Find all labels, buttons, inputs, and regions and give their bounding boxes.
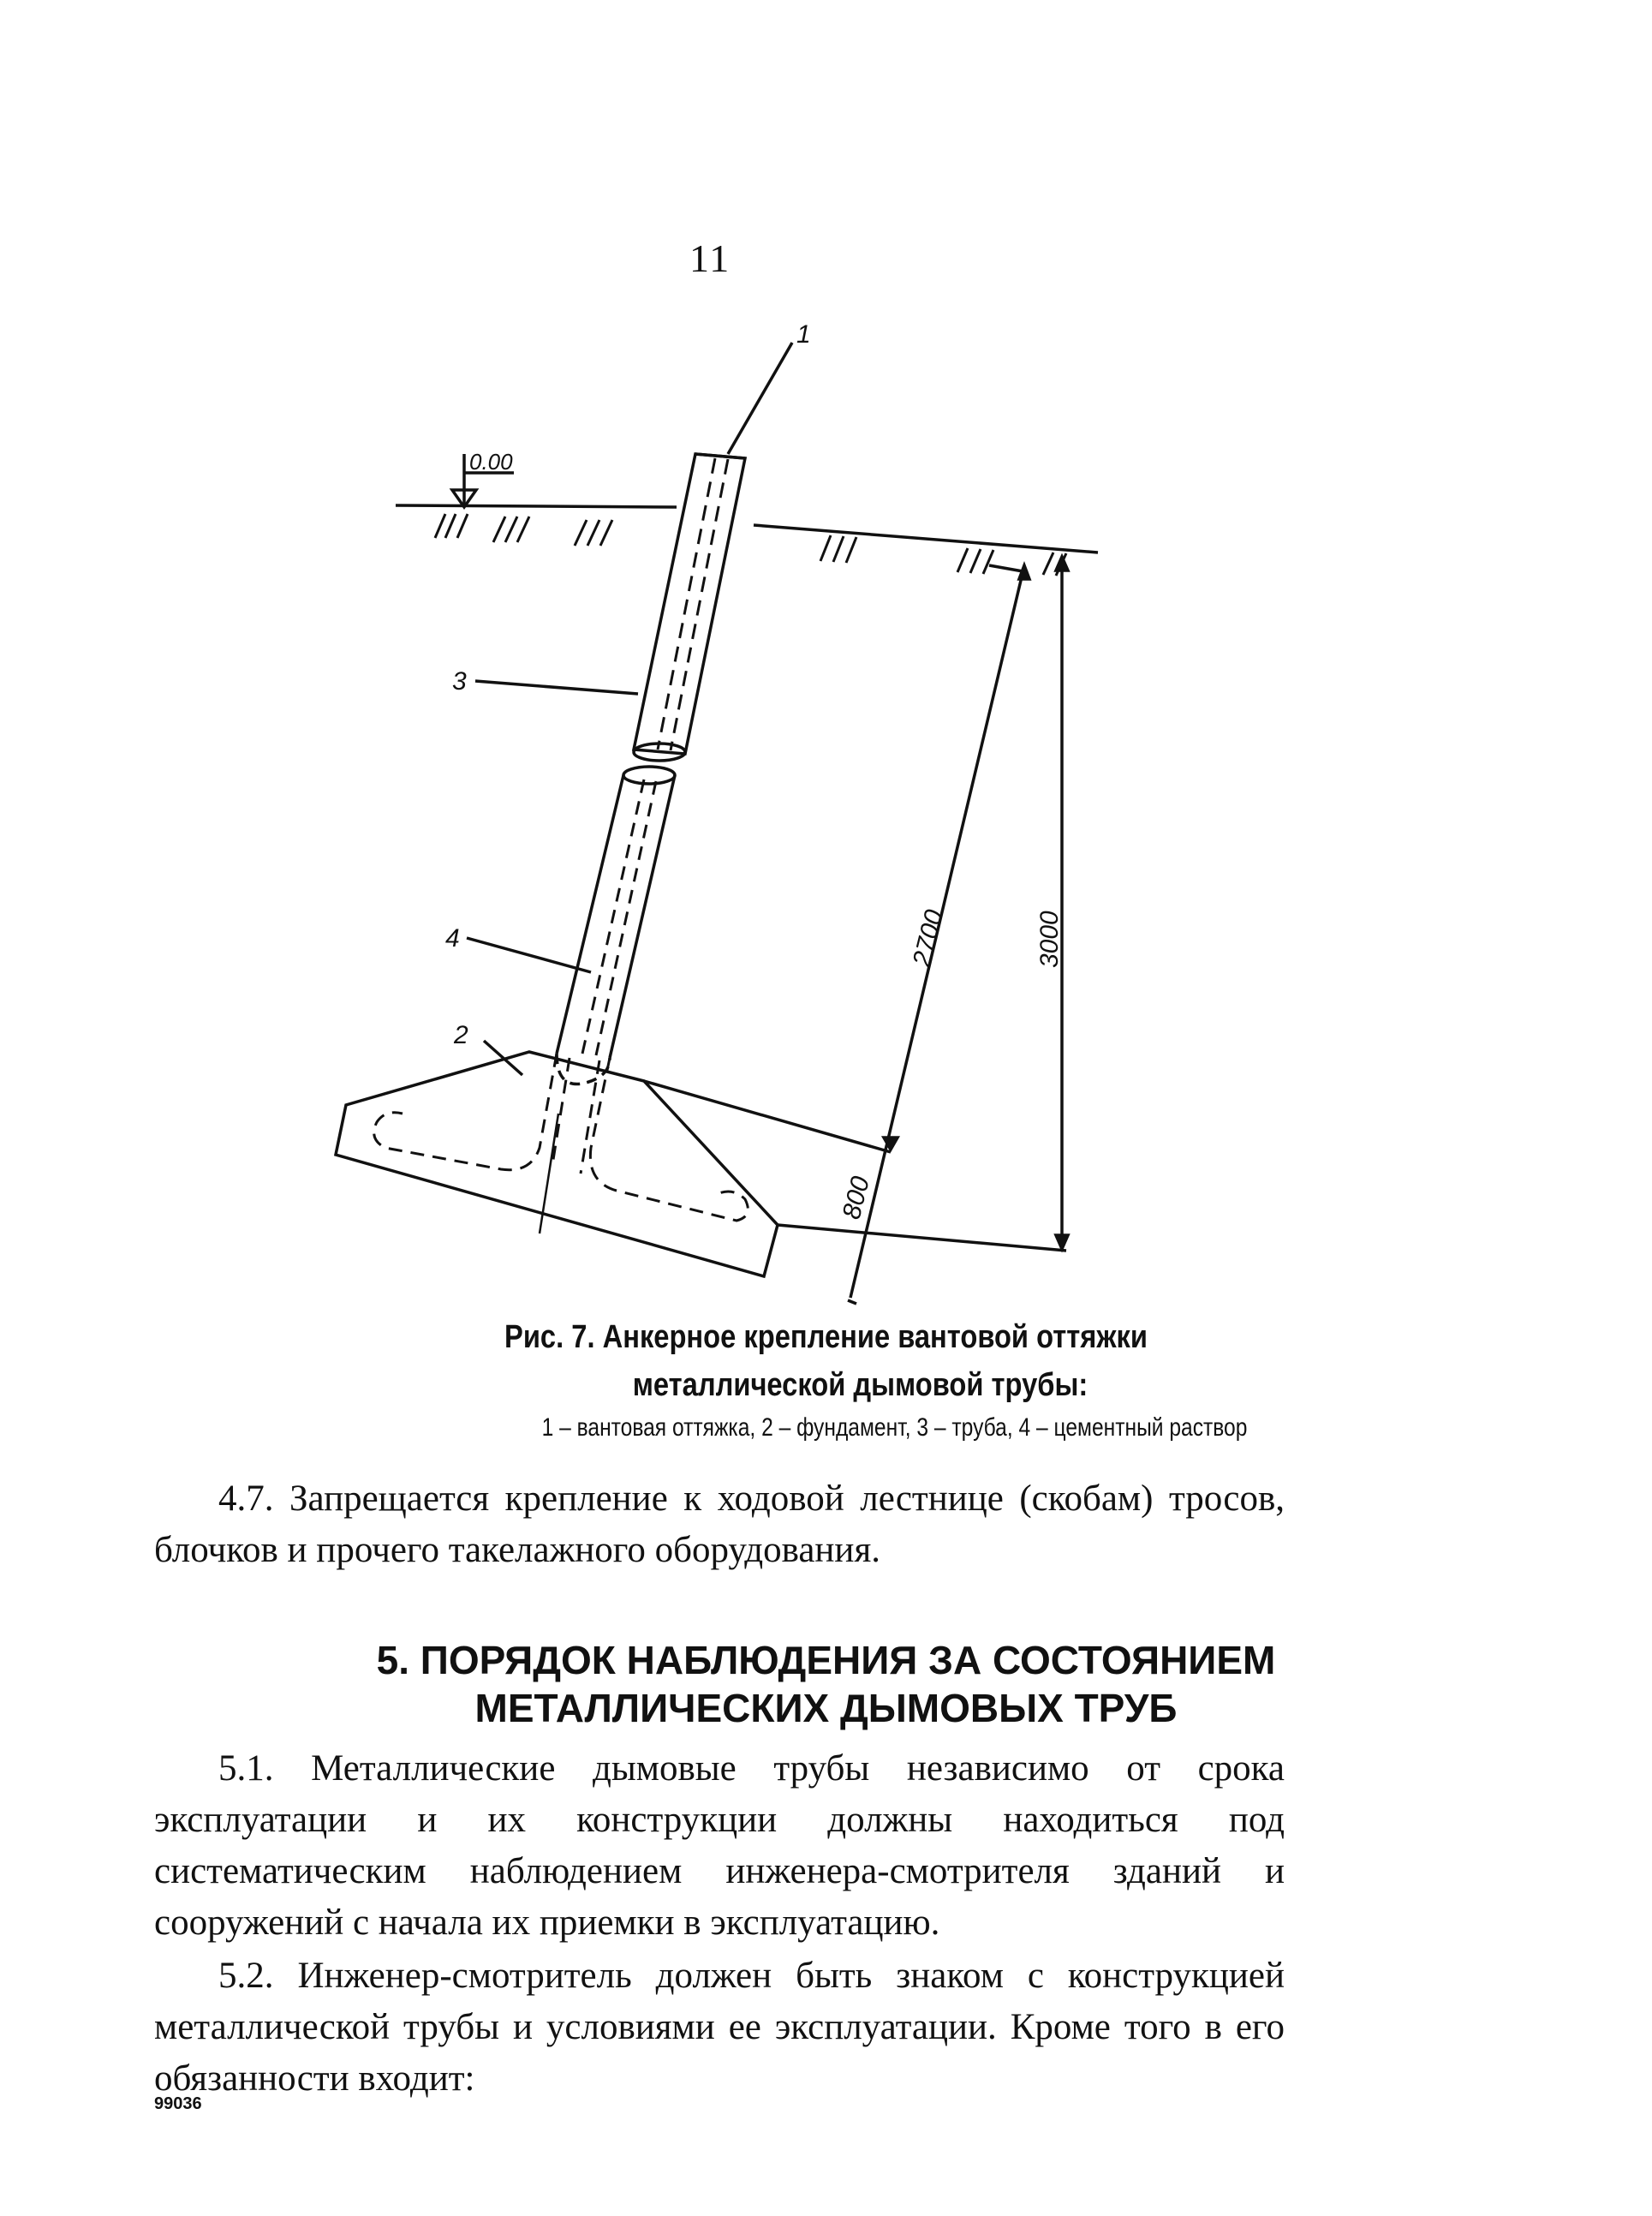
section-heading-line2: МЕТАЛЛИЧЕСКИХ ДЫМОВЫХ ТРУБ [474, 1686, 1178, 1730]
paragraph-5-1: 5.1. Металлические дымовые трубы независимо от срока эксплуатации и их конструкции должны находиться под систематическим наблюдением инженера-смотрителя зданий и сооружений с начала их приемки в эксплуатацию. [154, 1748, 1285, 1943]
footer-code: 99036 [154, 2094, 202, 2113]
dim-2700: 2700 [907, 906, 949, 970]
dim-3000: 3000 [1035, 911, 1064, 968]
page-number: 11 [689, 236, 731, 280]
callout-1: 1 [796, 320, 811, 349]
paragraph-5-2: 5.2. Инженер-смотритель должен быть знаком с конструкцией металлической трубы и условиями ее эксплуатации. Кроме того в его обязанности входит: [154, 1956, 1285, 2099]
level-mark-label: 0.00 [469, 449, 513, 475]
callout-3: 3 [452, 667, 467, 696]
callout-4: 4 [445, 924, 460, 953]
callout-2: 2 [454, 1021, 468, 1049]
paragraph-4-7: 4.7. Запрещается крепление к ходовой лестнице (скобам) тросов, блочков и прочего такелажного оборудования. [154, 1478, 1285, 1570]
figure-caption-legend: 1 – вантовая оттяжка, 2 – фундамент, 3 – труба, 4 – цементный раствор [541, 1413, 1248, 1442]
figure-caption-title: Рис. 7. Анкерное крепление вантовой оттяжки [504, 1319, 1148, 1355]
dim-800: 800 [837, 1174, 875, 1222]
section-heading-line1: 5. ПОРЯДОК НАБЛЮДЕНИЯ ЗА СОСТОЯНИЕМ [376, 1638, 1276, 1682]
figure-caption-title-2: металлической дымовой трубы: [632, 1367, 1088, 1403]
